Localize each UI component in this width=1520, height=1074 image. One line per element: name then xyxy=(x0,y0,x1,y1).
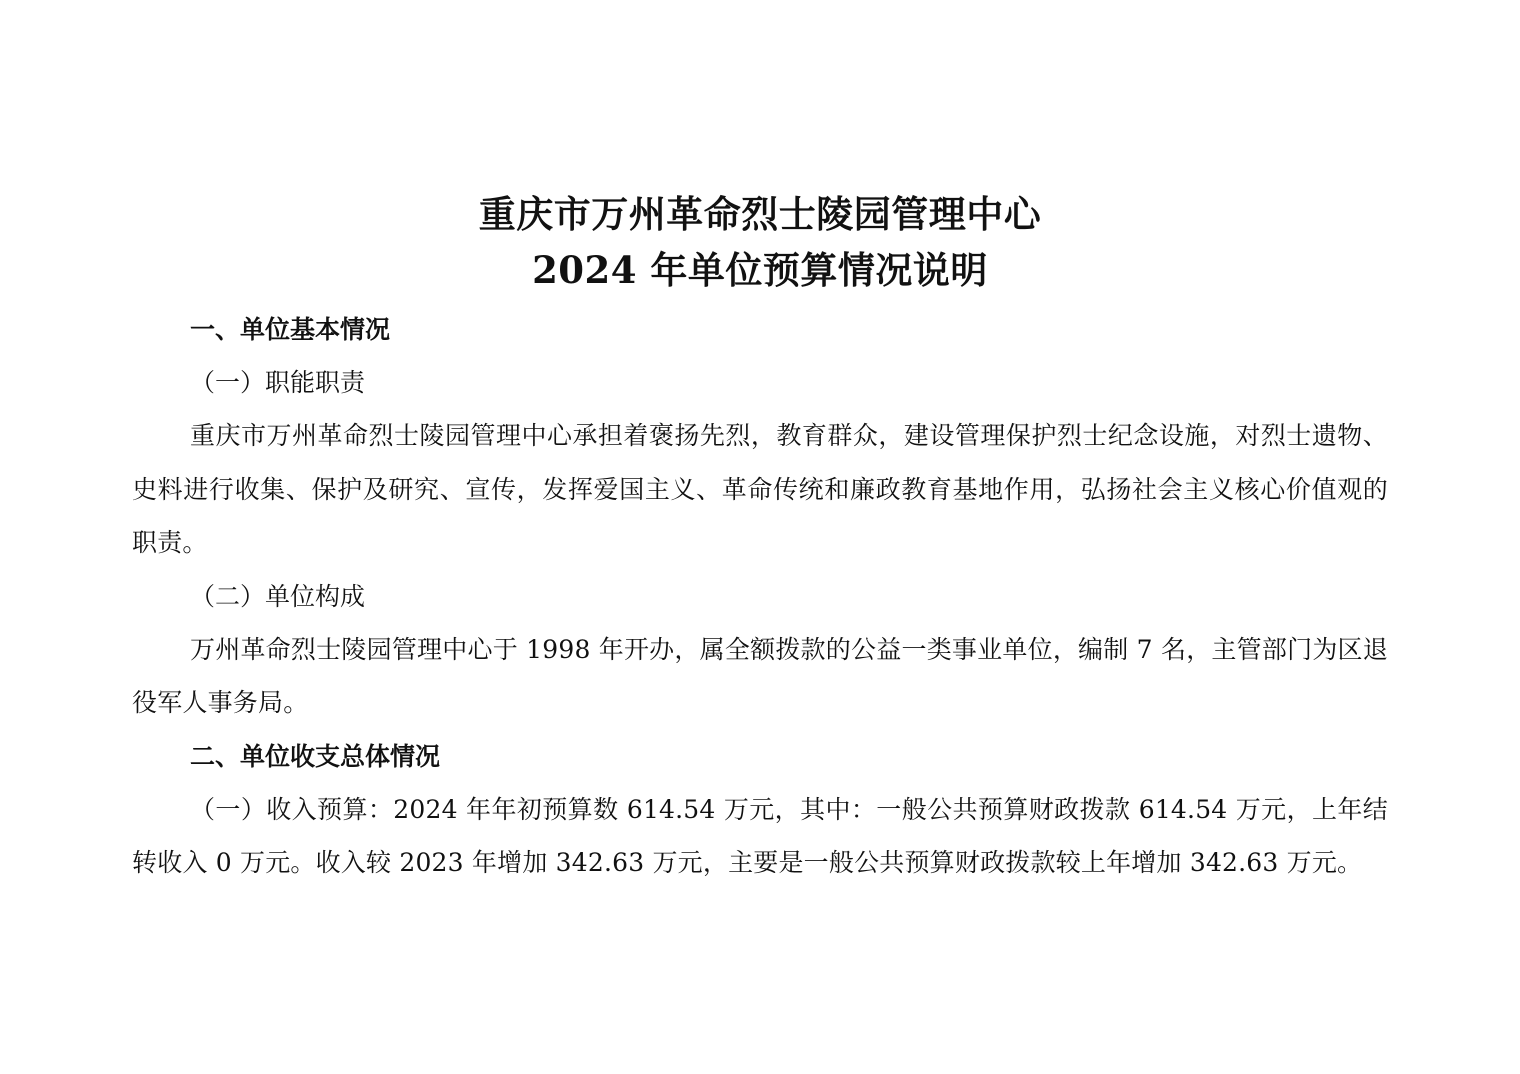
section-2-sub-1-text: 2024 年年初预算数 614.54 万元，其中：一般公共预算财政拨款 614.54 万元，上年结转收入 0 万元。收入较 2023 年增加 342.63 万元，主要是一般公共预算财政拨款较上年增加 342.63 万元。 xyxy=(132,794,1388,877)
title-line-2: 2024 年单位预算情况说明 xyxy=(532,248,988,292)
section-1-heading: 一、单位基本情况 xyxy=(190,315,391,344)
section-1-sub-2-heading: （二）单位构成 xyxy=(190,581,366,611)
section-1-sub-1-paragraph: 重庆市万州革命烈士陵园管理中心承担着褒扬先烈，教育群众，建设管理保护烈士纪念设施，对烈士遗物、史料进行收集、保护及研究、宣传，发挥爱国主义、革命传统和廉政教育基地作用，弘扬社会主义核心价值观的职责。 xyxy=(132,421,1388,557)
section-2-sub-1-paragraph xyxy=(132,783,1388,890)
document-body xyxy=(132,303,1388,890)
section-2-heading: 二、单位收支总体情况 xyxy=(190,741,441,771)
section-1-sub-1-heading: （一）职能职责 xyxy=(190,368,366,397)
section-1-sub-2-paragraph: 万州革命烈士陵园管理中心于 1998 年开办，属全额拨款的公益一类事业单位，编制 7 名，主管部门为区退役军人事务局。 xyxy=(132,634,1388,717)
document-title xyxy=(0,186,1520,298)
title-line-1: 重庆市万州革命烈士陵园管理中心 xyxy=(478,192,1042,236)
section-2-sub-1-lead: （一）收入预算： xyxy=(190,794,394,824)
